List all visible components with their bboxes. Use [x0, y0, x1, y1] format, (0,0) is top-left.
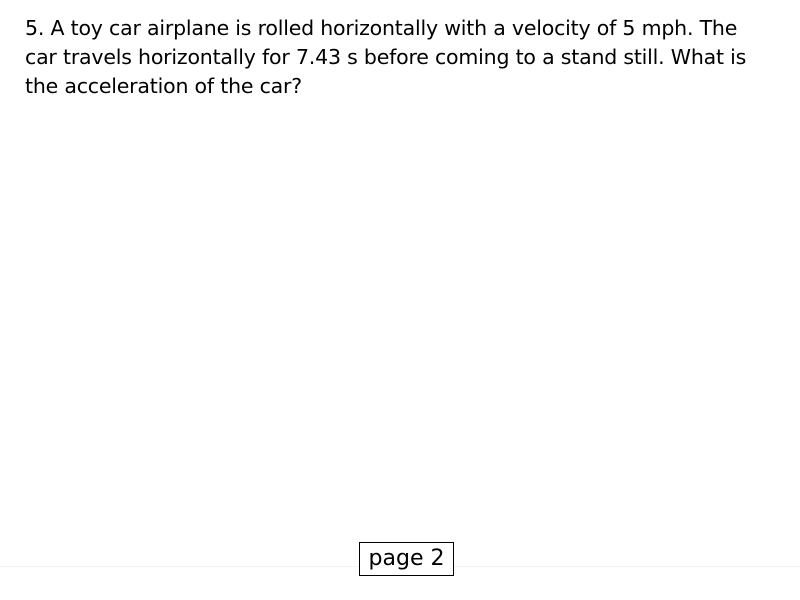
- question-text: 5. A toy car airplane is rolled horizontally with a velocity of 5 mph. The car travels horizontally for 7.43 s before coming to a stand still. What is the acceleration of the car?: [25, 16, 747, 98]
- page-number-label: page 2: [359, 542, 454, 576]
